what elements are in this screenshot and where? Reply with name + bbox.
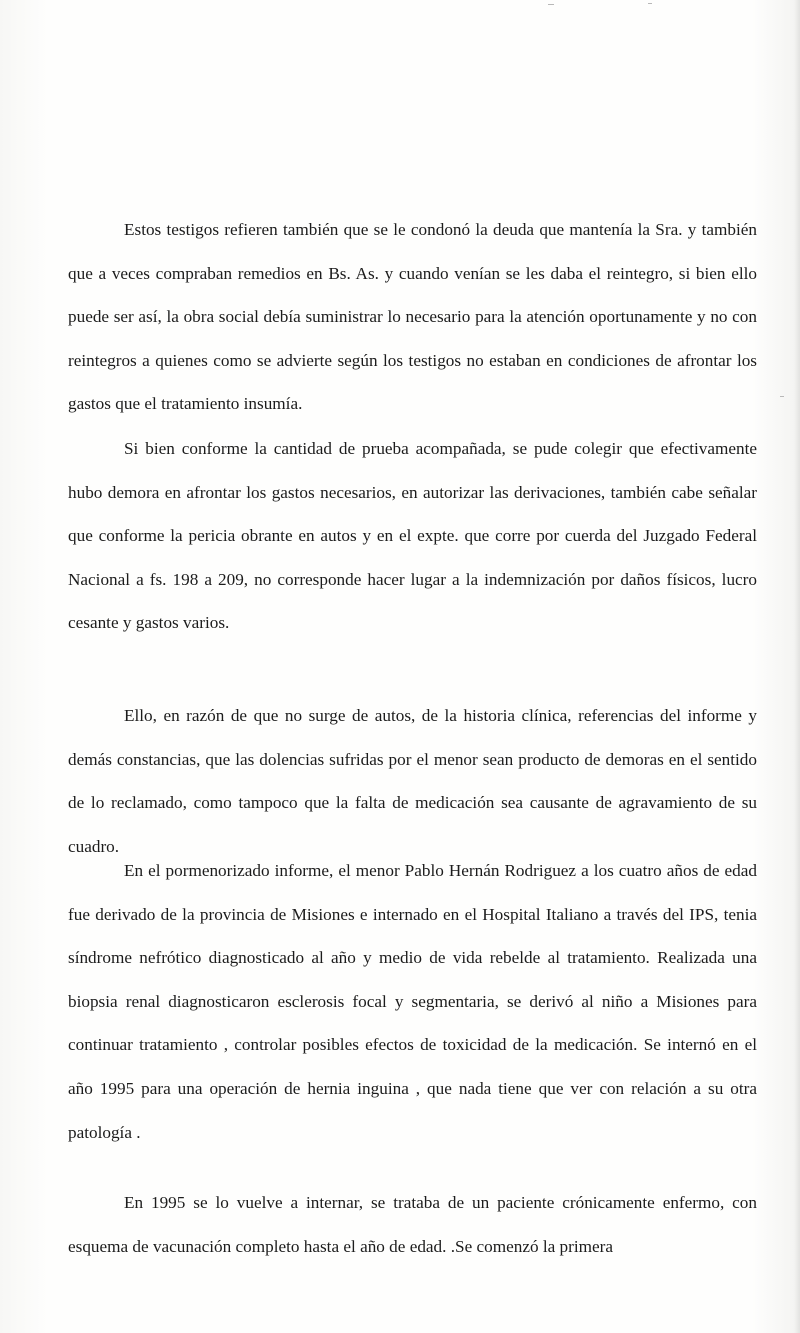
paragraph-reasons: Ello, en razón de que no surge de autos, de la historia clínica, referencias del informe y demás constancias, que las dolencias sufridas por el menor sean producto de demoras en el sentido de lo reclamado, como tampoco que la falta de medicación sea causante de agravamiento de su cuadro.	[68, 706, 757, 856]
scan-mark	[548, 4, 554, 5]
page-edge-shadow	[794, 0, 800, 1333]
scan-mark	[648, 3, 652, 4]
paragraph-medical-report: En el pormenorizado informe, el menor Pablo Hernán Rodriguez a los cuatro años de edad fue derivado de la provincia de Misiones e internado en el Hospital Italiano a través del IPS, tenia síndrome nefrótico diagnosticado al año y medio de vida rebelde al tratamiento. Realizada una biopsia renal diagnosticaron esclerosis focal y segmentaria, se derivó al niño a Misiones para continuar tratamiento , controlar posibles efectos de toxicidad de la medicación. Se internó en el año 1995 para una operación de hernia inguina , que nada tiene que ver con relación a su otra patología .	[68, 861, 757, 1142]
paragraph-witnesses: Estos testigos refieren también que se le condonó la deuda que mantenía la Sra. y también que a veces compraban remedios en Bs. As. y cuando venían se les daba el reintegro, si bien ello puede ser así, la obra social debía suministrar lo necesario para la atención oportunamente y no con reintegros a quienes como se advierte según los testigos no estaban en condiciones de afrontar los gastos que el tratamiento insumía.	[68, 220, 757, 414]
paragraph-hospitalization: En 1995 se lo vuelve a internar, se trataba de un paciente crónicamente enfermo, con esquema de vacunación completo hasta el año de edad. .Se comenzó la primera	[68, 1193, 757, 1256]
scan-mark	[780, 396, 784, 397]
paragraph-evidence: Si bien conforme la cantidad de prueba acompañada, se pude colegir que efectivamente hubo demora en afrontar los gastos necesarios, en autorizar las derivaciones, también cabe señalar que conforme la pericia obrante en autos y en el expte. que corre por cuerda del Juzgado Federal Nacional a fs. 198 a 209, no corresponde hacer lugar a la indemnización por daños físicos, lucro cesante y gastos varios.	[68, 439, 757, 633]
